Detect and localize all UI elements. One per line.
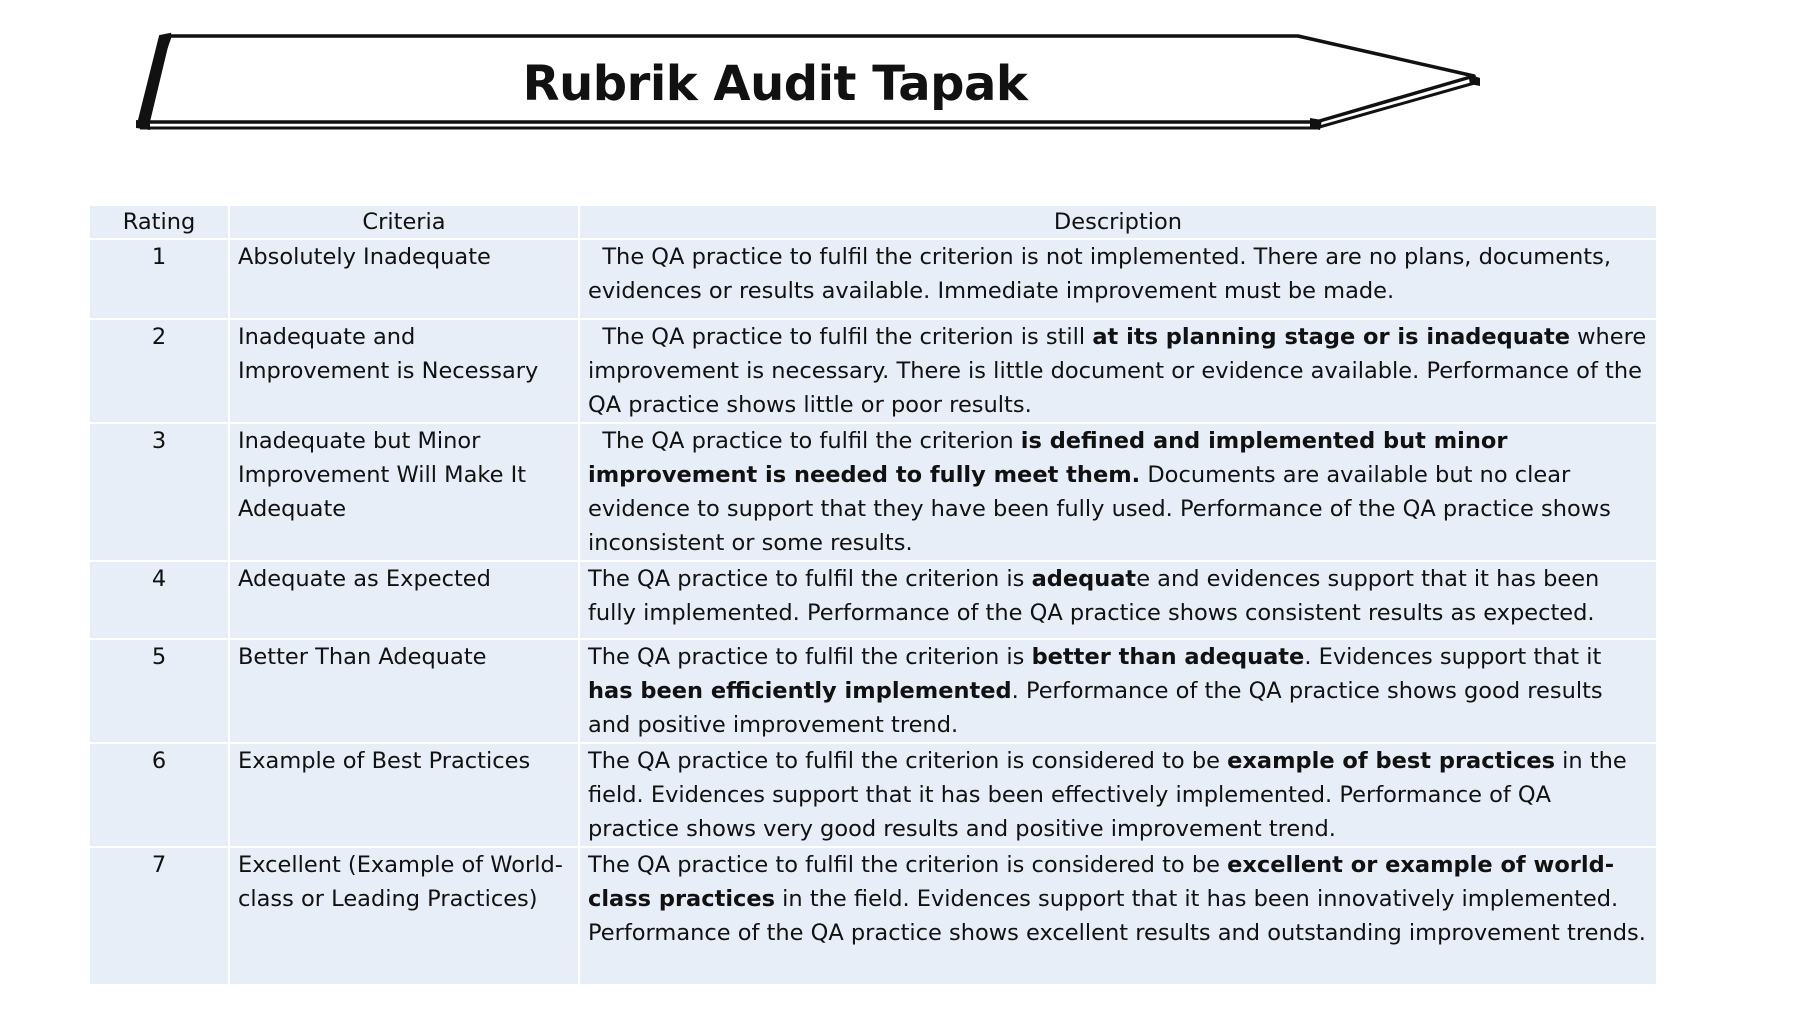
table-row <box>90 240 1656 320</box>
header-description: Description <box>580 206 1656 240</box>
table-row <box>90 848 1656 986</box>
description-text: . Performance of the QA practice shows good results and positive improvement trend. <box>588 678 1603 738</box>
description-text: where improvement is necessary. There is little document or evidence available. Performance of the QA practice shows little or poor results. <box>588 324 1647 418</box>
description-text: The QA practice to fulfil the criterion is still <box>588 324 1093 350</box>
description-text: The QA practice to fulfil the criterion is not implemented. There are no plans, documents, evidences or results available. Immediate improvement must be made. <box>588 244 1619 304</box>
description-text: in the field. Evidences support that it has been innovatively implemented. Performance of the QA practice shows excellent results and outstanding improvement trends. <box>588 886 1646 946</box>
description-cell <box>580 320 1656 424</box>
criteria-cell: Better Than Adequate <box>230 640 580 744</box>
criteria-cell: Excellent (Example of World-class or Leading Practices) <box>230 848 580 986</box>
description-emphasis: at its planning stage or is inadequate <box>1092 324 1570 350</box>
description-text: in the field. Evidences support that it has been effectively implemented. Performance of QA practice shows very good results and positive improvement trend. <box>588 748 1627 842</box>
table-row <box>90 640 1656 744</box>
header-rating: Rating <box>90 206 230 240</box>
rating-cell: 7 <box>90 848 230 986</box>
description-cell <box>580 848 1656 986</box>
rating-cell: 2 <box>90 320 230 424</box>
page-title: Rubrik Audit Tapak <box>522 56 1028 112</box>
table-row <box>90 320 1656 424</box>
criteria-cell: Inadequate but Minor Improvement Will Make It Adequate <box>230 424 580 562</box>
header-criteria: Criteria <box>230 206 580 240</box>
description-text: Documents are available but no clear evidence to support that they have been fully used. Performance of the QA practice shows inconsistent or some results. <box>588 462 1611 556</box>
criteria-cell: Inadequate and Improvement is Necessary <box>230 320 580 424</box>
description-emphasis: adequat <box>1031 566 1137 592</box>
criteria-cell: Absolutely Inadequate <box>230 240 580 320</box>
description-cell <box>580 640 1656 744</box>
table-row <box>90 562 1656 640</box>
rating-cell: 3 <box>90 424 230 562</box>
description-emphasis: excellent or example of world-class practices <box>588 852 1615 912</box>
description-text: The QA practice to fulfil the criterion is considered to be <box>588 852 1228 878</box>
rating-cell: 4 <box>90 562 230 640</box>
description-emphasis: is defined and implemented but minor improvement is needed to fully meet them. <box>588 428 1508 488</box>
rating-cell: 5 <box>90 640 230 744</box>
rubric-table <box>90 206 1656 986</box>
description-text: e and evidences support that it has been fully implemented. Performance of the QA practice shows consistent results as expected. <box>588 566 1600 626</box>
description-cell <box>580 424 1656 562</box>
description-emphasis: has been efficiently implemented <box>588 678 1012 704</box>
description-text: The QA practice to fulfil the criterion is <box>588 644 1032 670</box>
description-text: The QA practice to fulfil the criterion is considered to be <box>588 748 1228 774</box>
table-row <box>90 744 1656 848</box>
description-text: The QA practice to fulfil the criterion <box>588 428 1021 454</box>
description-cell <box>580 562 1656 640</box>
description-emphasis: example of best practices <box>1227 748 1556 774</box>
description-cell <box>580 744 1656 848</box>
table-header-row <box>90 206 1656 240</box>
description-cell <box>580 240 1656 320</box>
table-row <box>90 424 1656 562</box>
title-banner <box>130 28 1490 156</box>
description-emphasis: better than adequate <box>1031 644 1305 670</box>
rating-cell: 6 <box>90 744 230 848</box>
criteria-cell: Example of Best Practices <box>230 744 580 848</box>
criteria-cell: Adequate as Expected <box>230 562 580 640</box>
rating-cell: 1 <box>90 240 230 320</box>
description-text: The QA practice to fulfil the criterion is <box>588 566 1032 592</box>
description-text: . Evidences support that it <box>1304 644 1602 670</box>
